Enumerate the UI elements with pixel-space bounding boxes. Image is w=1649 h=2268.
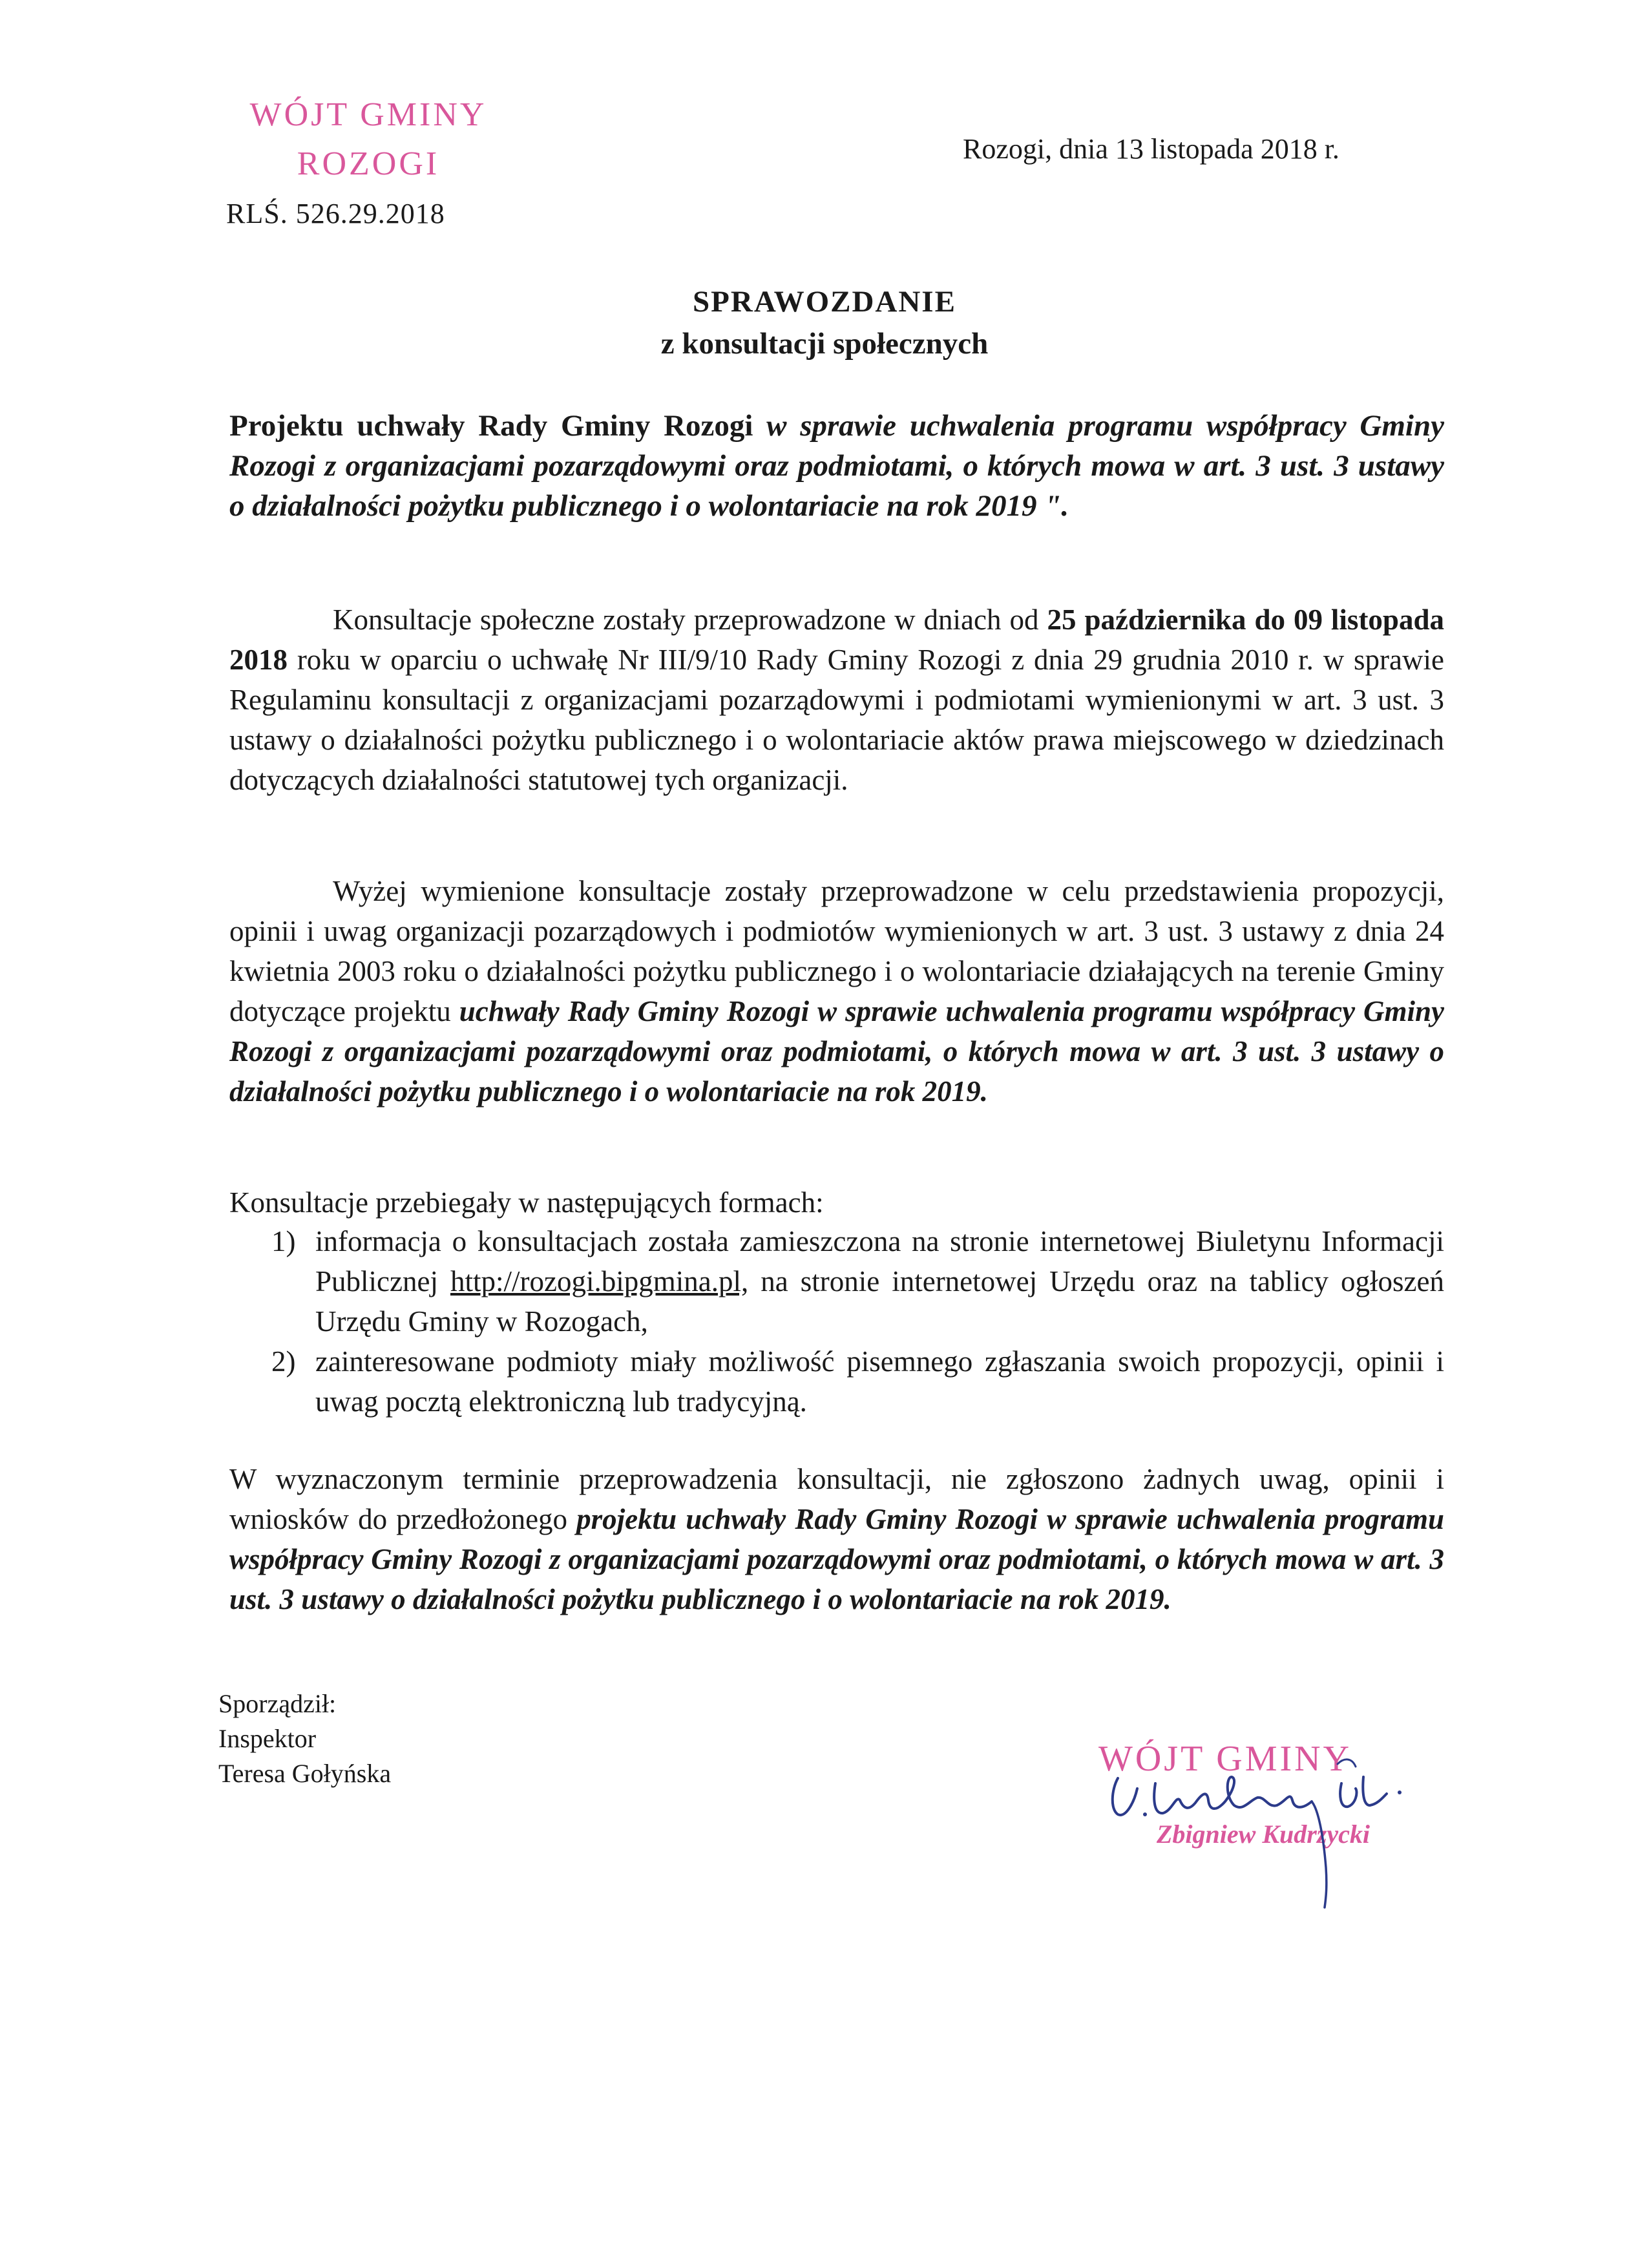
subject-bold: Projektu uchwały Rady Gminy Rozogi [229, 409, 753, 443]
prepared-by [218, 1686, 391, 1791]
handwritten-signature-icon [1098, 1738, 1434, 1932]
signature-stamp-name: Zbigniew Kudrzycki [1157, 1820, 1371, 1849]
prepared-by-label: Sporządził: [218, 1689, 337, 1718]
list-item-number: 1) [271, 1225, 296, 1257]
subject-paragraph [229, 406, 1444, 526]
paragraph4-project: projektu uchwały Rady Gminy Rozogi w sprawie uchwalenia programu współpracy Gminy Rozogi z organizacjami pozarządowymi oraz podmiotami, o których mowa w art. 3 ust. 3 ustawy o działalności pożytku publicznego i o wolontariacie na rok 2019. [229, 1503, 1445, 1615]
list-item1-text-a: informacja o konsultacjach została zamieszczona na stronie internetowej Biuletynu Informacji Publicznej [315, 1225, 1444, 1297]
bip-link[interactable]: http://rozogi.bipgmina.pl, [450, 1265, 749, 1297]
list-item [271, 1221, 1444, 1341]
paragraph1-text-a: Konsultacje społeczne zostały przeprowadzone w dniach od [333, 604, 1047, 636]
list-item-text [315, 1221, 1444, 1341]
paragraph1-dates: 25 października do 09 listopada 2018 [229, 604, 1444, 676]
paragraph4-text-a: W wyznaczonym terminie przeprowadzenia konsultacji, nie zgłoszono żadnych uwag, opinii i wniosków do przedłożonego [229, 1463, 1444, 1535]
document-date: Rozogi, dnia 13 listopada 2018 r. [963, 133, 1339, 165]
document-subtitle: z konsultacji społecznych [660, 327, 989, 361]
paragraph2-text-a: Wyżej wymienione konsultacje zostały przeprowadzone w celu przedstawienia propozycji, opinii i uwag organizacji pozarządowych i podmiotów wymienionych w art. 3 ust. 3 ustawy z dnia 24 kwietnia 2003 roku o działalności pożytku publicznego i o wolontariacie działających na terenie Gminy dotyczące projektu [229, 875, 1444, 1027]
paragraph-consultation-purpose [229, 871, 1444, 1111]
list-item-number: 2) [271, 1345, 296, 1378]
document-title: SPRAWOZDANIE [693, 285, 956, 319]
office-stamp-line2: ROZOGI [297, 145, 440, 182]
forms-list [271, 1221, 1444, 1422]
office-stamp [220, 90, 517, 189]
paragraph1-text-c: roku w oparciu o uchwałę Nr III/9/10 Rady Gminy Rozogi z dnia 29 grudnia 2010 r. w sprawie Regulaminu konsultacji z organizacjami pozarządowymi i podmiotami wymienionymi w art. 3 ust. 3 ustawy o działalności pożytku publicznego i o wolontariacie aktów prawa miejscowego w dziedzinach dotyczących działalności statutowej tych organizacji. [229, 644, 1444, 796]
forms-intro: Konsultacje przebiegały w następujących formach: [229, 1186, 824, 1219]
office-stamp-line1: WÓJT GMINY [249, 96, 487, 133]
prepared-by-position: Inspektor [218, 1724, 317, 1753]
paragraph-outcome [229, 1459, 1444, 1619]
paragraph2-project: uchwały Rady Gminy Rozogi w sprawie uchwalenia programu współpracy Gminy Rozogi z organizacjami pozarządowymi oraz podmiotami, o których mowa w art. 3 ust. 3 ustawy o działalności pożytku publicznego i o wolontariacie na rok 2019. [229, 995, 1444, 1108]
list-item-text: zainteresowane podmioty miały możliwość pisemnego zgłaszania swoich propozycji, opinii i uwag pocztą elektroniczną lub tradycyjną. [315, 1345, 1444, 1418]
list-item1-text-b: na stronie internetowej Urzędu oraz na tablicy ogłoszeń Urzędu Gminy w Rozogach, [315, 1265, 1444, 1338]
list-item [271, 1341, 1444, 1422]
subject-italic: w sprawie uchwalenia programu współpracy Gminy Rozogi z organizacjami pozarządowymi oraz podmiotami, o których mowa w art. 3 ust. 3 ustawy o działalności pożytku publicznego i o wolontariacie na rok 2019 ". [229, 409, 1444, 523]
paragraph-consultation-dates [229, 600, 1444, 800]
signature-stamp-title: WÓJT GMINY [1098, 1739, 1352, 1779]
reference-number: RLŚ. 526.29.2018 [226, 198, 445, 229]
prepared-by-name: Teresa Gołyńska [218, 1759, 392, 1788]
signature-stamp [1098, 1738, 1434, 1932]
